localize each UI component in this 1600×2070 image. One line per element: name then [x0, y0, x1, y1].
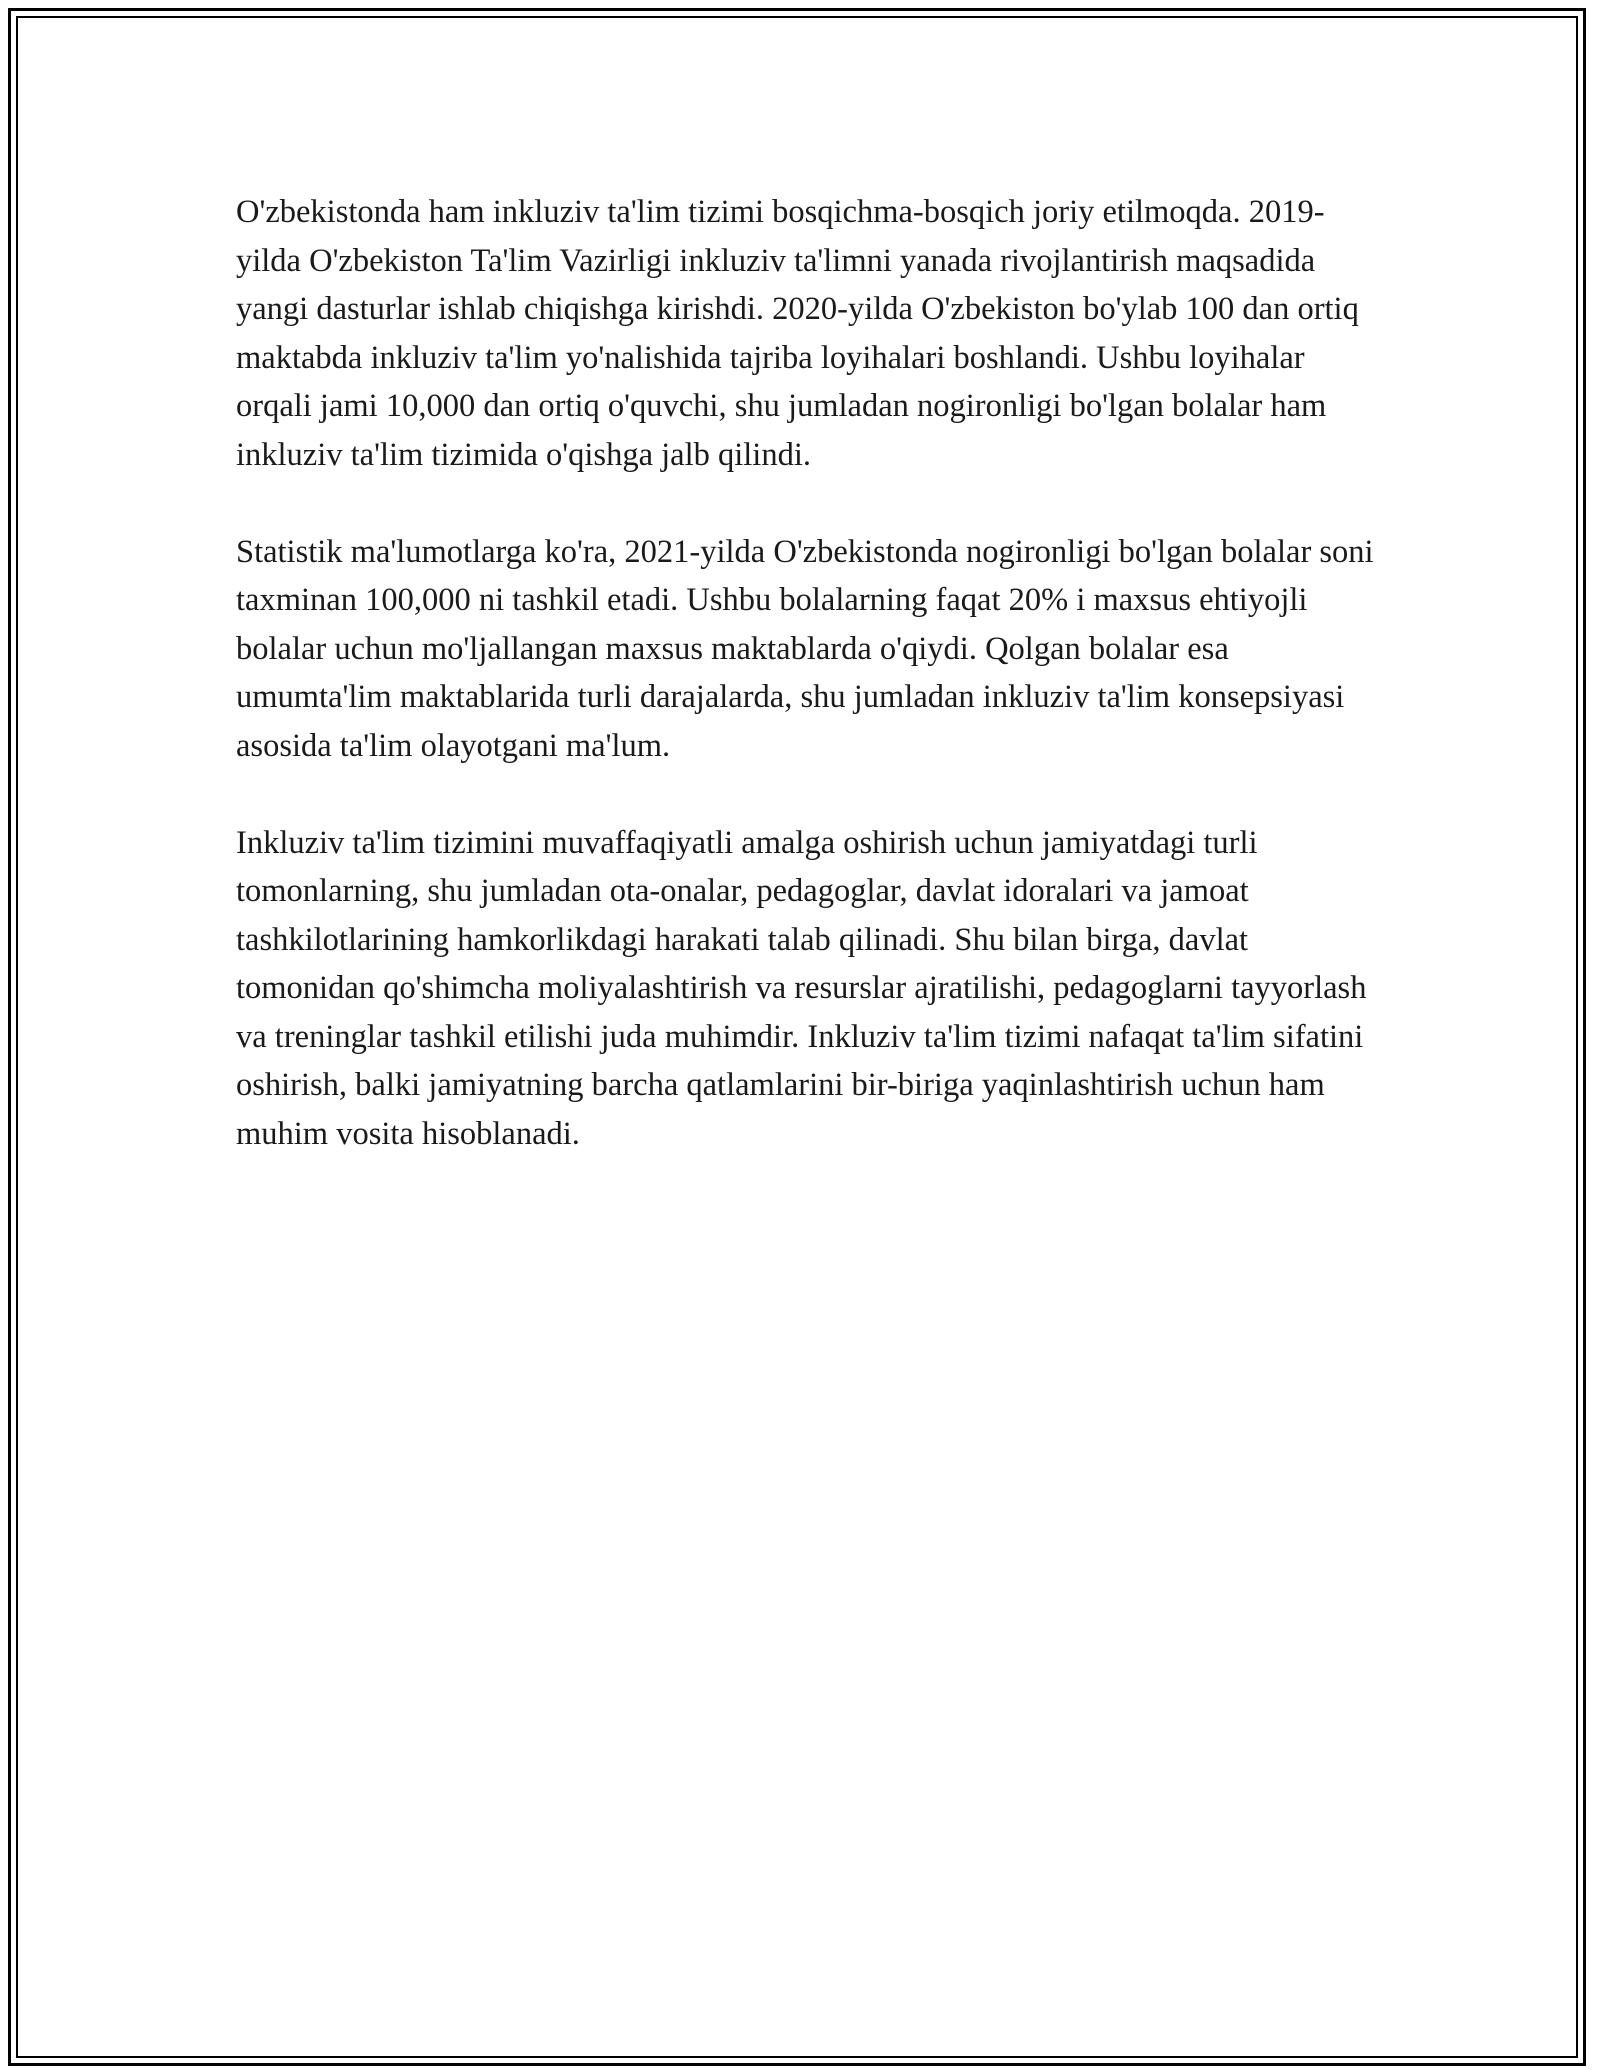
paragraph-2: Statistik ma'lumotlarga ko'ra, 2021-yilda O'zbekistonda nogironligi bo'lgan bolalar soni taxminan 100,000 ni tashkil etadi. Ushbu bolalarning faqat 20% i maxsus ehtiyojli bolalar uchun mo'ljallangan maxsus maktablarda o'qiydi. Qolgan bolalar esa umumta'lim maktablarida turli darajalarda, shu jumladan inkluziv ta'lim konsepsiyasi asosida ta'lim olayotgani ma'lum.	[236, 533, 1374, 764]
document-body	[236, 188, 1376, 1207]
paragraph-1: O'zbekistonda ham inkluziv ta'lim tizimi bosqichma-bosqich joriy etilmoqda. 2019-yilda O'zbekiston Ta'lim Vazirligi inkluziv ta'limni yanada rivojlantirish maqsadida yangi dasturlar ishlab chiqishga kirishdi. 2020-yilda O'zbekiston bo'ylab 100 dan ortiq maktabda inkluziv ta'lim yo'nalishida tajriba loyihalari boshlandi. Ushbu loyihalar orqali jami 10,000 dan ortiq o'quvchi, shu jumladan nogironligi bo'lgan bolalar ham inkluziv ta'lim tizimida o'qishga jalb qilindi.	[236, 194, 1359, 473]
paragraph-3: Inkluziv ta'lim tizimini muvaffaqiyatli amalga oshirish uchun jamiyatdagi turli tomonlarning, shu jumladan ota-onalar, pedagoglar, davlat idoralari va jamoat tashkilotlarining hamkorlikdagi harakati talab qilinadi. Shu bilan birga, davlat tomonidan qo'shimcha moliyalashtirish va resurslar ajratilishi, pedagoglarni tayyorlash va treninglar tashkil etilishi juda muhimdir. Inkluziv ta'lim tizimi nafaqat ta'lim sifatini oshirish, balki jamiyatning barcha qatlamlarini bir-biriga yaqinlashtirish uchun ham muhim vosita hisoblanadi.	[236, 824, 1367, 1152]
